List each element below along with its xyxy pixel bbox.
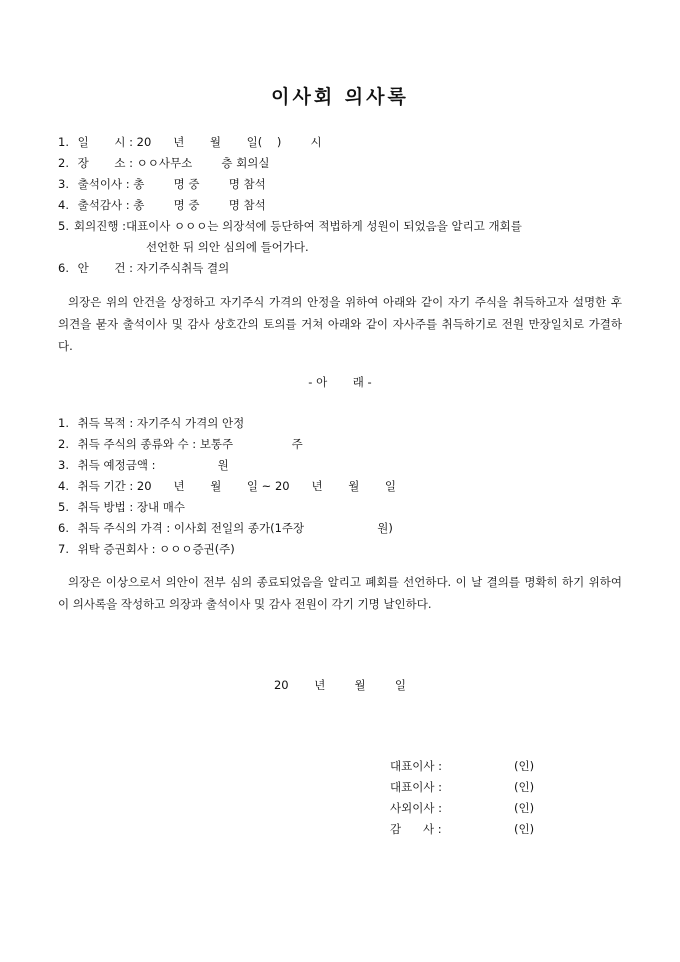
signature-line: [390, 798, 534, 819]
meeting-info-item: [58, 195, 628, 216]
item-number: 3.: [58, 177, 69, 191]
meeting-info-list: [58, 132, 628, 279]
item-number: 4.: [58, 198, 69, 212]
detail-item: [58, 455, 622, 476]
seal-mark: (인): [514, 780, 535, 794]
item-number: 3.: [58, 458, 69, 472]
seal-mark: (인): [514, 759, 535, 773]
detail-item: [58, 518, 622, 539]
item-number: 6.: [58, 261, 69, 275]
item-text: 취득 기간 : 20 년 월 일 ~ 20 년 월 일: [77, 479, 397, 493]
signer-role: 감 사 :: [390, 822, 442, 836]
detail-item: [58, 434, 622, 455]
signer-role: 대표이사 :: [390, 759, 442, 773]
item-text-line1: 대표이사 ㅇㅇㅇ는 의장석에 등단하여 적법하게 성원이 되었음을 알리고 개회를: [125, 219, 522, 233]
item-number: 2.: [58, 156, 69, 170]
item-number: 7.: [58, 542, 69, 556]
signature-line: [390, 777, 534, 798]
detail-item: [58, 476, 622, 497]
item-text: 위탁 증권회사 : ㅇㅇㅇ증권(주): [77, 542, 235, 556]
meeting-info-item: [58, 132, 628, 153]
item-text: 일 시 : 20 년 월 일( ) 시: [77, 135, 322, 149]
signature-line: [390, 756, 534, 777]
meeting-info-item: [58, 153, 628, 174]
item-text-line2: 선언한 뒤 의안 심의에 들어가다.: [146, 240, 309, 254]
closing-paragraph: 의장은 이상으로서 의안이 전부 심의 종료되었음을 알리고 폐회를 선언하다. 이 날 결의를 명확히 하기 위하여 이 의사록을 작성하고 의장과 출석이사 및 감사 전원이 각기 기명 날인하다.: [58, 575, 622, 611]
item-number: 1.: [58, 135, 69, 149]
acquisition-details-list: [58, 413, 622, 560]
item-number: 5.: [58, 219, 69, 233]
seal-mark: (인): [514, 801, 535, 815]
item-text: 출석감사 : 총 명 중 명 참석: [77, 198, 266, 212]
meeting-info-item: [58, 216, 628, 258]
item-number: 6.: [58, 521, 69, 535]
detail-item: [58, 497, 622, 518]
seal-mark: (인): [514, 822, 535, 836]
item-number: 2.: [58, 437, 69, 451]
item-number: 4.: [58, 479, 69, 493]
item-text: 취득 주식의 가격 : 이사회 전일의 종가(1주장 원): [77, 521, 393, 535]
signature-block: [390, 756, 534, 840]
item-number: 5.: [58, 500, 69, 514]
item-number: 1.: [58, 416, 69, 430]
meeting-info-item: [58, 174, 628, 195]
meeting-info-item: [58, 258, 628, 279]
item-label: 회의진행 :: [74, 219, 126, 233]
document-title: 이사회 의사록: [271, 86, 409, 108]
below-heading: - 아 래 -: [308, 375, 372, 389]
item-text: 취득 목적 : 자기주식 가격의 안정: [77, 416, 245, 430]
document-date: 20 년 월 일: [273, 678, 407, 692]
item-text: 취득 방법 : 장내 매수: [77, 500, 186, 514]
item-text: 취득 예정금액 : 원: [77, 458, 229, 472]
item-text: 출석이사 : 총 명 중 명 참석: [77, 177, 266, 191]
item-text: 안 건 : 자기주식취득 결의: [77, 261, 230, 275]
detail-item: [58, 539, 622, 560]
item-text: 취득 주식의 종류와 수 : 보통주 주: [77, 437, 303, 451]
resolution-paragraph: 의장은 위의 안건을 상정하고 자기주식 가격의 안정을 위하여 아래와 같이 자기 주식을 취득하고자 설명한 후 의견을 묻자 출석이사 및 감사 상호간의 토의를 거쳐 아래와 같이 자사주를 취득하기로 전원 만장일치로 가결하다.: [58, 295, 622, 353]
detail-item: [58, 413, 622, 434]
signature-line: [390, 819, 534, 840]
signer-role: 대표이사 :: [390, 780, 442, 794]
signer-role: 사외이사 :: [390, 801, 442, 815]
item-text: 장 소 : ㅇㅇ사무소 층 회의실: [77, 156, 270, 170]
